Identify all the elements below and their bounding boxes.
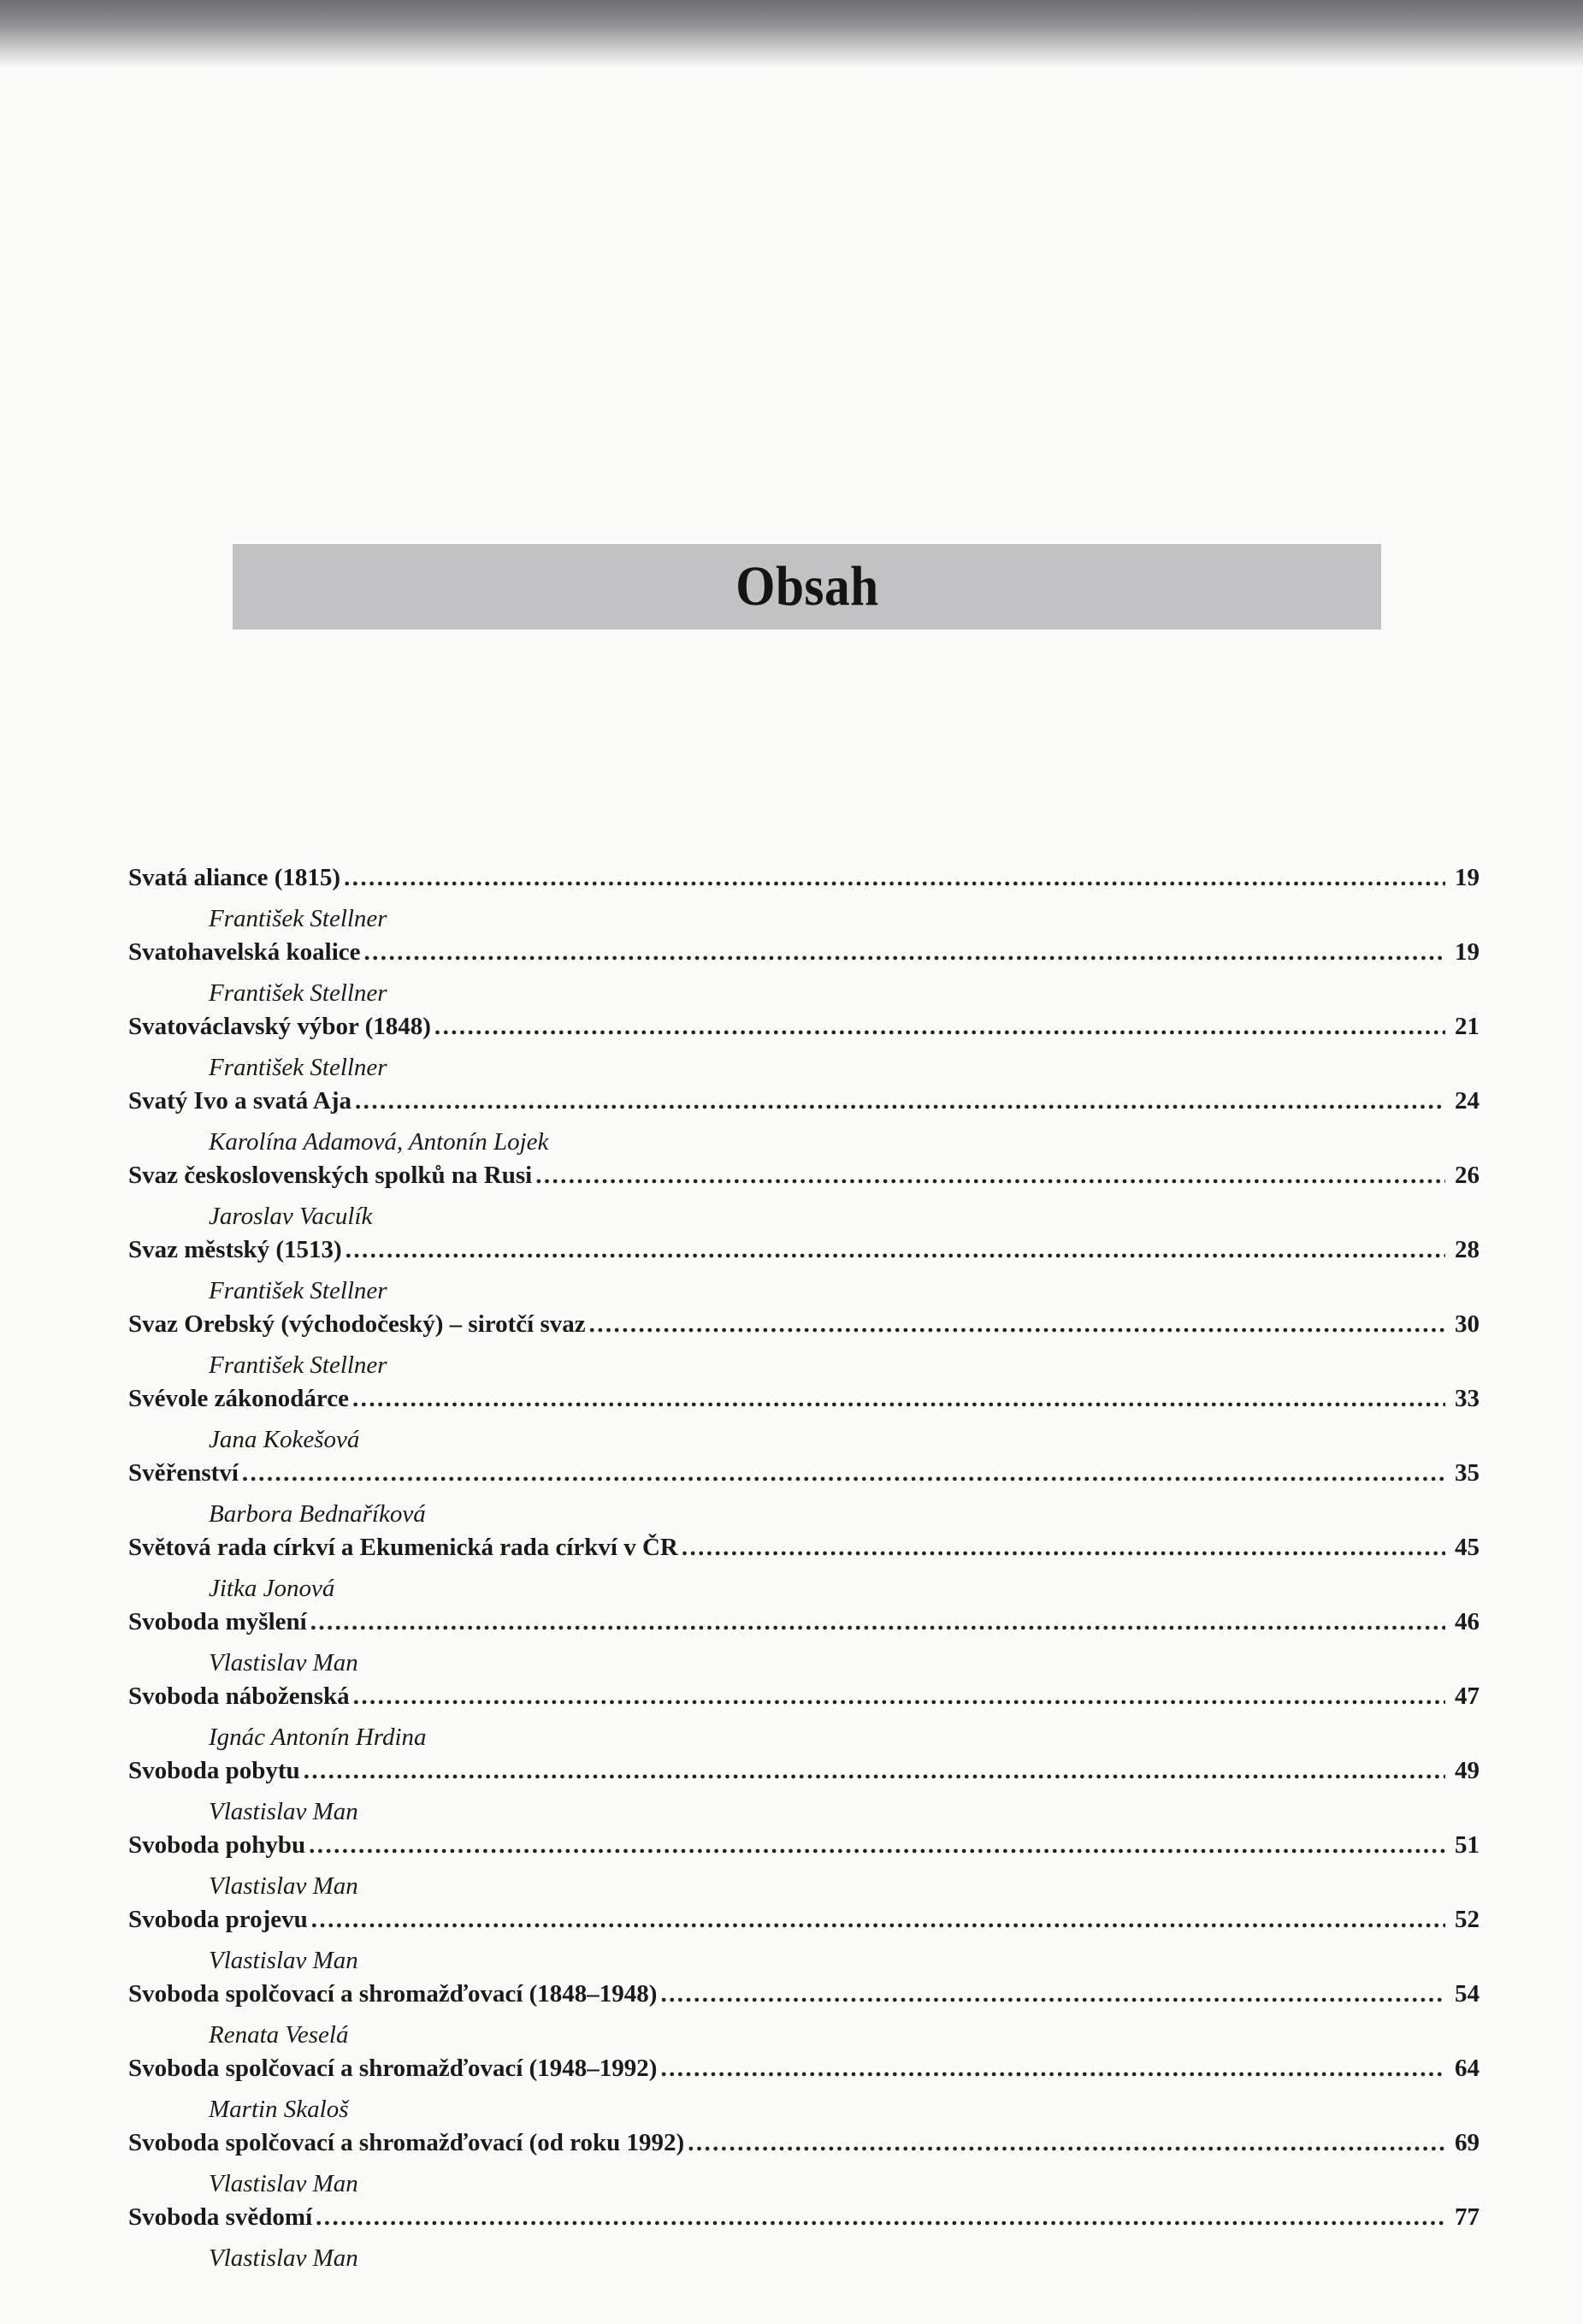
entry-title: Svěřenství — [128, 1459, 239, 1487]
entry-page-number: 49 — [1455, 1757, 1480, 1784]
dot-leader — [304, 1757, 1445, 1785]
dot-leader — [364, 938, 1446, 967]
toc-entry[interactable] — [128, 864, 1480, 938]
entry-author: František Stellner — [209, 1351, 387, 1379]
dot-leader — [344, 864, 1445, 892]
dot-leader — [589, 1310, 1445, 1339]
entry-title: Svaz Orebský (východočeský) – sirotčí svaz — [128, 1310, 586, 1338]
entry-author: Barbora Bednaříková — [209, 1500, 426, 1528]
entry-page-number: 69 — [1455, 2129, 1480, 2156]
entry-page-number: 46 — [1455, 1608, 1480, 1635]
dot-leader — [309, 1831, 1445, 1860]
entry-page-number: 45 — [1455, 1534, 1480, 1561]
entry-author: Jaroslav Vaculík — [209, 1203, 373, 1230]
entry-page-number: 28 — [1455, 1236, 1480, 1263]
entry-author: Renata Veselá — [209, 2021, 349, 2049]
entry-page-number: 54 — [1455, 1980, 1480, 2008]
entry-title: Svoboda spolčovací a shromažďovací (1948–1992) — [128, 2055, 658, 2082]
entry-page-number: 33 — [1455, 1385, 1480, 1412]
dot-leader — [682, 1534, 1445, 1562]
table-of-contents — [128, 864, 1480, 2278]
toc-entry[interactable] — [128, 1087, 1480, 1162]
toc-entry[interactable] — [128, 1013, 1480, 1087]
contents-header-band — [233, 544, 1381, 630]
entry-author: Jana Kokešová — [209, 1426, 360, 1453]
dot-leader — [316, 2203, 1445, 2232]
entry-title: Svoboda svědomí — [128, 2203, 313, 2231]
entry-title: Svoboda spolčovací a shromažďovací (od roku 1992) — [128, 2129, 685, 2156]
entry-page-number: 26 — [1455, 1162, 1480, 1189]
toc-entry[interactable] — [128, 1162, 1480, 1236]
entry-author: Vlastislav Man — [209, 2170, 358, 2197]
dot-leader — [688, 2129, 1445, 2157]
dot-leader — [311, 1906, 1445, 1934]
entry-page-number: 51 — [1455, 1831, 1480, 1859]
entry-title: Svévole zákonodárce — [128, 1385, 350, 1412]
entry-title: Svoboda náboženská — [128, 1682, 350, 1710]
toc-entry[interactable] — [128, 938, 1480, 1013]
entry-author: František Stellner — [209, 905, 387, 932]
dot-leader — [660, 2055, 1445, 2083]
toc-entry[interactable] — [128, 1757, 1480, 1831]
entry-author: Martin Skaloš — [209, 2096, 349, 2123]
toc-entry[interactable] — [128, 1682, 1480, 1757]
entry-page-number: 24 — [1455, 1087, 1480, 1115]
entry-title: Svoboda pohybu — [128, 1831, 306, 1859]
entry-author: Vlastislav Man — [209, 1649, 358, 1676]
dot-leader — [660, 1980, 1445, 2008]
entry-author: Vlastislav Man — [209, 1798, 358, 1825]
entry-page-number: 52 — [1455, 1906, 1480, 1933]
entry-page-number: 19 — [1455, 864, 1480, 891]
entry-title: Světová rada církví a Ekumenická rada církví v ČR — [128, 1534, 678, 1561]
toc-entry[interactable] — [128, 2203, 1480, 2278]
entry-author: František Stellner — [209, 979, 387, 1007]
entry-title: Svoboda myšlení — [128, 1608, 307, 1635]
entry-title: Svaz československých spolků na Rusi — [128, 1162, 533, 1189]
entry-author: Ignác Antonín Hrdina — [209, 1724, 427, 1751]
dot-leader — [310, 1608, 1445, 1636]
toc-entry[interactable] — [128, 1385, 1480, 1459]
entry-author: Vlastislav Man — [209, 1872, 358, 1900]
entry-page-number: 21 — [1455, 1013, 1480, 1040]
entry-page-number: 35 — [1455, 1459, 1480, 1487]
entry-author: František Stellner — [209, 1054, 387, 1081]
entry-title: Svoboda pobytu — [128, 1757, 300, 1784]
dot-leader — [352, 1385, 1445, 1413]
entry-title: Svatá aliance (1815) — [128, 864, 341, 891]
toc-entry[interactable] — [128, 1310, 1480, 1385]
entry-title: Svatý Ivo a svatá Aja — [128, 1087, 352, 1115]
dot-leader — [355, 1087, 1445, 1115]
entry-page-number: 30 — [1455, 1310, 1480, 1338]
toc-entry[interactable] — [128, 1236, 1480, 1310]
toc-entry[interactable] — [128, 1831, 1480, 1906]
entry-page-number: 77 — [1455, 2203, 1480, 2231]
entry-page-number: 47 — [1455, 1682, 1480, 1710]
entry-page-number: 19 — [1455, 938, 1480, 966]
dot-leader — [353, 1682, 1445, 1711]
entry-title: Svoboda projevu — [128, 1906, 308, 1933]
dot-leader — [346, 1236, 1445, 1264]
entry-page-number: 64 — [1455, 2055, 1480, 2082]
entry-author: Vlastislav Man — [209, 1947, 358, 1974]
toc-entry[interactable] — [128, 1459, 1480, 1534]
entry-author: Vlastislav Man — [209, 2244, 358, 2272]
toc-entry[interactable] — [128, 1608, 1480, 1682]
toc-entry[interactable] — [128, 1534, 1480, 1608]
toc-entry[interactable] — [128, 2055, 1480, 2129]
dot-leader — [535, 1162, 1445, 1190]
toc-entry[interactable] — [128, 2129, 1480, 2203]
entry-title: Svoboda spolčovací a shromažďovací (1848–1948) — [128, 1980, 658, 2008]
entry-author: Karolína Adamová, Antonín Lojek — [209, 1128, 549, 1156]
entry-title: Svatováclavský výbor (1848) — [128, 1013, 431, 1040]
entry-author: František Stellner — [209, 1277, 387, 1304]
dot-leader — [434, 1013, 1445, 1041]
dot-leader — [242, 1459, 1445, 1487]
toc-entry[interactable] — [128, 1906, 1480, 1980]
page-title: Obsah — [735, 555, 879, 618]
entry-author: Jitka Jonová — [209, 1575, 335, 1602]
entry-title: Svaz městský (1513) — [128, 1236, 342, 1263]
entry-title: Svatohavelská koalice — [128, 938, 361, 966]
toc-entry[interactable] — [128, 1980, 1480, 2055]
